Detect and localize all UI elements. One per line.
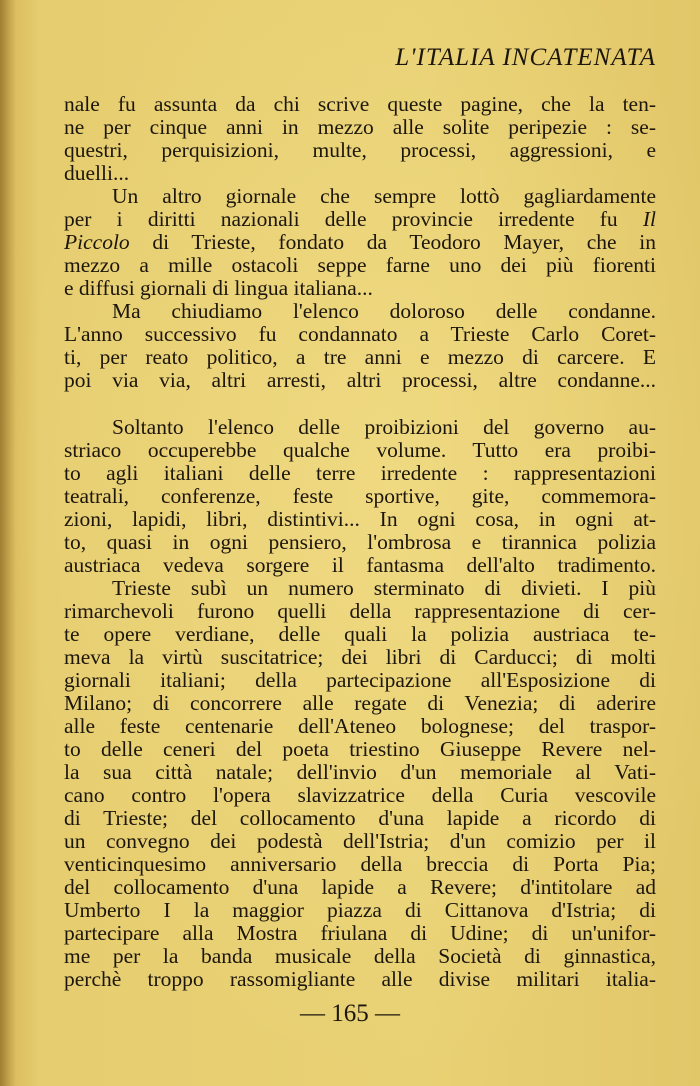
paragraph-2 bbox=[64, 185, 656, 300]
text-line: del collocamento d'una lapide a Revere; d'intitolare ad bbox=[64, 875, 656, 899]
paragraph-5 bbox=[64, 577, 656, 991]
page-number: — 165 — bbox=[300, 1000, 400, 1027]
text-line: partecipare alla Mostra friulana di Udine; di un'unifor- bbox=[64, 921, 656, 945]
text-line: e diffusi giornali di lingua italiana... bbox=[64, 276, 373, 300]
paragraph-4 bbox=[64, 416, 656, 577]
text-line: L'anno successivo fu condannato a Trieste Carlo Coret- bbox=[64, 322, 656, 346]
text-line: Ma chiudiamo l'elenco doloroso delle condanne. bbox=[112, 299, 656, 323]
text-line: giornali italiani; della partecipazione all'Esposizione di bbox=[64, 668, 656, 692]
text-line: austriaca vedeva sorgere il fantasma dell'alto tradimento. bbox=[64, 553, 656, 577]
running-head: L'ITALIA INCATENATA bbox=[395, 44, 656, 71]
text-line: venticinquesimo anniversario della breccia di Porta Pia; bbox=[64, 852, 656, 876]
newspaper-title: Il bbox=[642, 207, 656, 231]
text-line: Milano; di concorrere alle regate di Venezia; di aderire bbox=[64, 691, 656, 715]
text-line: perchè troppo rassomigliante alle divise militari italia- bbox=[64, 967, 656, 991]
text-line: teatrali, conferenze, feste sportive, gite, commemora- bbox=[64, 484, 656, 508]
text-line: mezzo a mille ostacoli seppe farne uno dei più fiorenti bbox=[64, 253, 656, 277]
paragraph-1 bbox=[64, 93, 656, 185]
text-line: ti, per reato politico, a tre anni e mezzo di carcere. E bbox=[64, 345, 656, 369]
text-line: rimarchevoli furono quelli della rappresentazione di cer- bbox=[64, 599, 656, 623]
text-line: meva la virtù suscitatrice; dei libri di Carducci; di molti bbox=[64, 645, 656, 669]
text-line: to, quasi in ogni pensiero, l'ombrosa e tirannica polizia bbox=[64, 530, 656, 554]
text-line: striaco occuperebbe qualche volume. Tutto era proibi- bbox=[64, 438, 656, 462]
text-line: poi via via, altri arresti, altri processi, altre condanne... bbox=[64, 368, 656, 392]
text-line: ne per cinque anni in mezzo alle solite peripezie : se- bbox=[64, 115, 656, 139]
text-line: to delle ceneri del poeta triestino Giuseppe Revere nel- bbox=[64, 737, 656, 761]
text-line: Un altro giornale che sempre lottò gagliardamente bbox=[112, 184, 656, 208]
paragraph-3 bbox=[64, 300, 656, 392]
text-line: cano contro l'opera slavizzatrice della Curia vescovile bbox=[64, 783, 656, 807]
text-line: di Trieste; del collocamento d'una lapide a ricordo di bbox=[64, 806, 656, 830]
newspaper-title: Piccolo bbox=[64, 230, 130, 254]
text-line: questri, perquisizioni, multe, processi, aggressioni, e bbox=[64, 138, 656, 162]
binding-shadow bbox=[0, 0, 16, 1086]
text-line: Piccolo di Trieste, fondato da Teodoro Mayer, che in bbox=[64, 230, 656, 254]
text-line: duelli... bbox=[64, 161, 130, 185]
text-line: la sua città natale; dell'invio d'un memoriale al Vati- bbox=[64, 760, 656, 784]
text-line: Umberto I la maggior piazza di Cittanova d'Istria; di bbox=[64, 898, 656, 922]
text-line: me per la banda musicale della Società di ginnastica, bbox=[64, 944, 656, 968]
text-line: nale fu assunta da chi scrive queste pagine, che la ten- bbox=[64, 92, 656, 116]
text-line: te opere verdiane, delle quali la polizia austriaca te- bbox=[64, 622, 656, 646]
text-line: zioni, lapidi, libri, distintivi... In ogni cosa, in ogni at- bbox=[64, 507, 656, 531]
text-line: Trieste subì un numero sterminato di divieti. I più bbox=[112, 576, 656, 600]
text-line: to agli italiani delle terre irredente : rappresentazioni bbox=[64, 461, 656, 485]
text-line: alle feste centenarie dell'Ateneo bolognese; del traspor- bbox=[64, 714, 656, 738]
text-line: per i diritti nazionali delle provincie irredente fu Il bbox=[64, 207, 656, 231]
text-line: un convegno dei podestà dell'Istria; d'un comizio per il bbox=[64, 829, 656, 853]
text-line: Soltanto l'elenco delle proibizioni del governo au- bbox=[112, 415, 656, 439]
